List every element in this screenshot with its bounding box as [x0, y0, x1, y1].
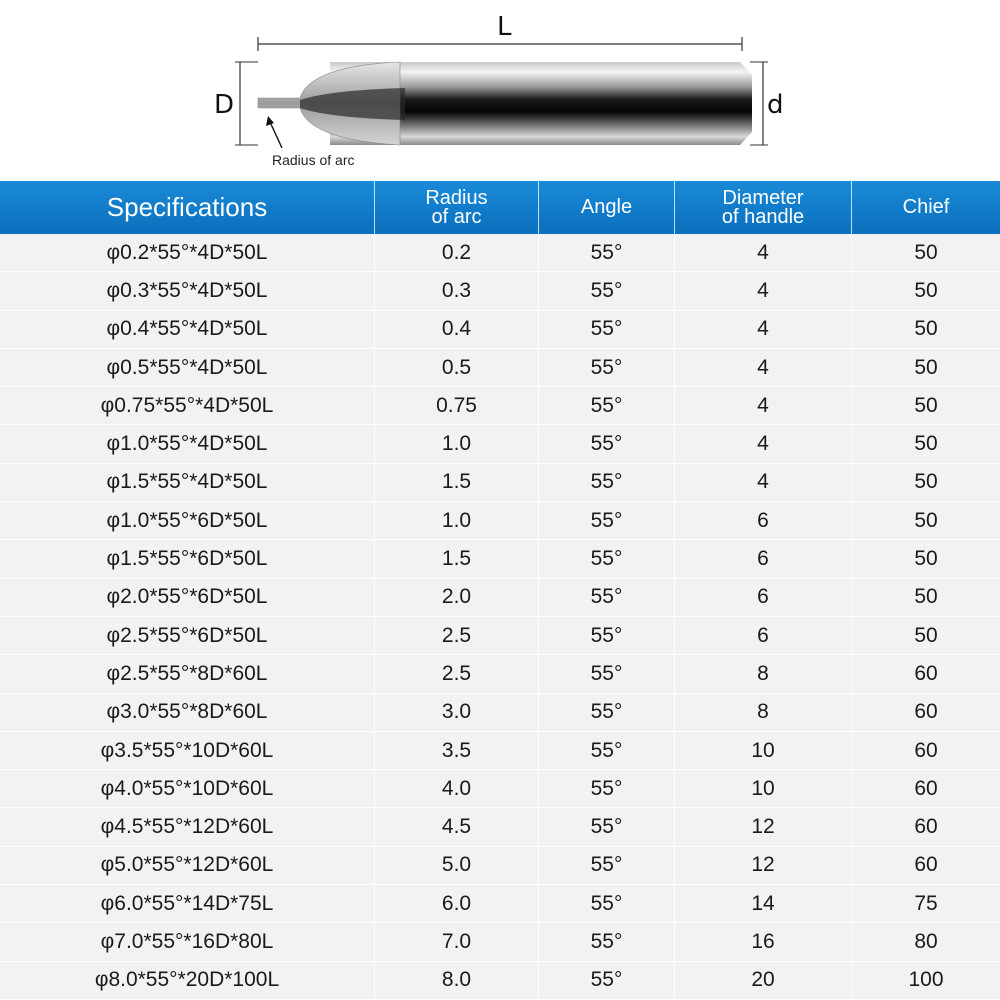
angle-cell: 55° — [539, 349, 675, 386]
diameter-cell: 4 — [675, 311, 852, 348]
spec-cell: φ8.0*55°*20D*100L — [0, 962, 375, 999]
radius-cell: 5.0 — [375, 847, 539, 884]
shank-diameter-label: d — [767, 90, 784, 120]
diameter-cell: 4 — [675, 425, 852, 462]
angle-cell: 55° — [539, 272, 675, 309]
chief-cell: 60 — [914, 853, 938, 877]
chief-cell: 50 — [914, 623, 938, 647]
angle-cell: 55° — [539, 694, 675, 731]
spec-cell: φ6.0*55°*14D*75L — [0, 885, 375, 922]
radius-cell: 1.0 — [375, 502, 539, 539]
angle-cell: 55° — [539, 962, 675, 999]
chief-cell: 100 — [908, 968, 944, 992]
chief-cell: 50 — [914, 355, 938, 379]
chief-cell: 50 — [914, 585, 938, 609]
length-label: L — [497, 12, 512, 42]
radius-cell: 7.0 — [375, 923, 539, 960]
header-diameter-line2: of handle — [721, 205, 805, 228]
diameter-cell: 4 — [675, 349, 852, 386]
angle-cell: 55° — [539, 885, 675, 922]
spec-cell: φ0.75*55°*4D*50L — [0, 387, 375, 424]
chief-cell: 75 — [914, 891, 938, 915]
diameter-cell: 12 — [675, 847, 852, 884]
table-row — [0, 234, 1000, 272]
spec-cell: φ5.0*55°*12D*60L — [0, 847, 375, 884]
radius-cell: 3.5 — [375, 732, 539, 769]
angle-cell: 55° — [539, 617, 675, 654]
table-row — [0, 808, 1000, 846]
table-row — [0, 425, 1000, 463]
spec-cell: φ1.0*55°*6D*50L — [0, 502, 375, 539]
angle-cell: 55° — [539, 847, 675, 884]
spec-cell: φ4.5*55°*12D*60L — [0, 808, 375, 845]
angle-cell: 55° — [539, 502, 675, 539]
table-header — [0, 181, 1000, 234]
diameter-cell: 6 — [675, 502, 852, 539]
tool-diagram — [0, 0, 1000, 180]
chief-cell: 60 — [914, 738, 938, 762]
radius-cell: 8.0 — [375, 962, 539, 999]
chief-cell: 50 — [914, 278, 938, 302]
spec-cell: φ7.0*55°*16D*80L — [0, 923, 375, 960]
diameter-cell: 20 — [675, 962, 852, 999]
table-row — [0, 655, 1000, 693]
specifications-table — [0, 181, 1000, 1000]
table-row — [0, 847, 1000, 885]
angle-cell: 55° — [539, 923, 675, 960]
radius-cell: 4.5 — [375, 808, 539, 845]
header-radius-line1: Radius — [425, 186, 488, 209]
table-row — [0, 923, 1000, 961]
chief-cell: 60 — [914, 661, 938, 685]
table-row — [0, 885, 1000, 923]
table-body — [0, 234, 1000, 1000]
spec-cell: φ0.2*55°*4D*50L — [0, 234, 375, 271]
chief-cell: 50 — [914, 393, 938, 417]
angle-cell: 55° — [539, 540, 675, 577]
diameter-cell: 4 — [675, 234, 852, 271]
radius-cell: 0.5 — [375, 349, 539, 386]
table-row — [0, 311, 1000, 349]
angle-cell: 55° — [539, 464, 675, 501]
radius-cell: 0.75 — [375, 387, 539, 424]
diameter-cell: 6 — [675, 579, 852, 616]
spec-cell: φ0.5*55°*4D*50L — [0, 349, 375, 386]
chief-cell: 80 — [914, 929, 938, 953]
table-row — [0, 540, 1000, 578]
angle-cell: 55° — [539, 387, 675, 424]
table-row — [0, 272, 1000, 310]
diameter-cell: 4 — [675, 387, 852, 424]
spec-cell: φ2.0*55°*6D*50L — [0, 579, 375, 616]
chief-cell: 50 — [914, 547, 938, 571]
spec-cell: φ4.0*55°*10D*60L — [0, 770, 375, 807]
radius-cell: 2.5 — [375, 655, 539, 692]
angle-cell: 55° — [539, 655, 675, 692]
spec-cell: φ2.5*55°*6D*50L — [0, 617, 375, 654]
angle-cell: 55° — [539, 579, 675, 616]
diameter-cell: 8 — [675, 655, 852, 692]
table-row — [0, 464, 1000, 502]
radius-cell: 6.0 — [375, 885, 539, 922]
radius-cell: 4.0 — [375, 770, 539, 807]
angle-cell: 55° — [539, 732, 675, 769]
header-angle: Angle — [539, 181, 675, 234]
radius-cell: 1.5 — [375, 540, 539, 577]
chief-cell: 50 — [914, 508, 938, 532]
chief-cell: 60 — [914, 776, 938, 800]
angle-cell: 55° — [539, 234, 675, 271]
diameter-cell: 12 — [675, 808, 852, 845]
header-diameter-line1: Diameter — [722, 186, 804, 209]
radius-cell: 2.0 — [375, 579, 539, 616]
spec-cell: φ1.5*55°*4D*50L — [0, 464, 375, 501]
diameter-cell: 4 — [675, 464, 852, 501]
radius-cell: 1.5 — [375, 464, 539, 501]
header-radius-line2: of arc — [431, 205, 482, 228]
spec-cell: φ1.5*55°*6D*50L — [0, 540, 375, 577]
table-row — [0, 732, 1000, 770]
radius-cell: 3.0 — [375, 694, 539, 731]
spec-cell: φ0.4*55°*4D*50L — [0, 311, 375, 348]
chief-cell: 50 — [914, 470, 938, 494]
spec-cell: φ2.5*55°*8D*60L — [0, 655, 375, 692]
spec-cell: φ1.0*55°*4D*50L — [0, 425, 375, 462]
angle-cell: 55° — [539, 808, 675, 845]
table-row — [0, 617, 1000, 655]
diameter-cell: 4 — [675, 272, 852, 309]
radius-cell: 2.5 — [375, 617, 539, 654]
table-row — [0, 694, 1000, 732]
angle-cell: 55° — [539, 425, 675, 462]
spec-cell: φ3.0*55°*8D*60L — [0, 694, 375, 731]
chief-cell: 60 — [914, 815, 938, 839]
radius-cell: 0.3 — [375, 272, 539, 309]
chief-cell: 50 — [914, 317, 938, 341]
chief-cell: 60 — [914, 700, 938, 724]
angle-cell: 55° — [539, 770, 675, 807]
diameter-cell: 8 — [675, 694, 852, 731]
diameter-cell: 10 — [675, 770, 852, 807]
diameter-cell: 16 — [675, 923, 852, 960]
diameter-cell: 6 — [675, 617, 852, 654]
table-row — [0, 349, 1000, 387]
table-row — [0, 387, 1000, 425]
header-diameter-of-handle — [675, 181, 852, 234]
diameter-cell: 10 — [675, 732, 852, 769]
table-row — [0, 502, 1000, 540]
spec-cell: φ0.3*55°*4D*50L — [0, 272, 375, 309]
header-chief: Chief — [902, 196, 950, 218]
spec-cell: φ3.5*55°*10D*60L — [0, 732, 375, 769]
radius-arrow — [270, 122, 282, 148]
diameter-cell: 14 — [675, 885, 852, 922]
chief-cell: 50 — [914, 240, 938, 264]
table-row — [0, 770, 1000, 808]
chief-cell: 50 — [914, 432, 938, 456]
header-radius-of-arc — [375, 181, 539, 234]
radius-cell: 1.0 — [375, 425, 539, 462]
radius-cell: 0.4 — [375, 311, 539, 348]
table-row — [0, 579, 1000, 617]
radius-cell: 0.2 — [375, 234, 539, 271]
cutter-diameter-label: D — [214, 90, 235, 120]
table-row — [0, 962, 1000, 1000]
diameter-cell: 6 — [675, 540, 852, 577]
radius-of-arc-label: Radius of arc — [272, 152, 355, 168]
header-specifications: Specifications — [0, 181, 375, 234]
angle-cell: 55° — [539, 311, 675, 348]
